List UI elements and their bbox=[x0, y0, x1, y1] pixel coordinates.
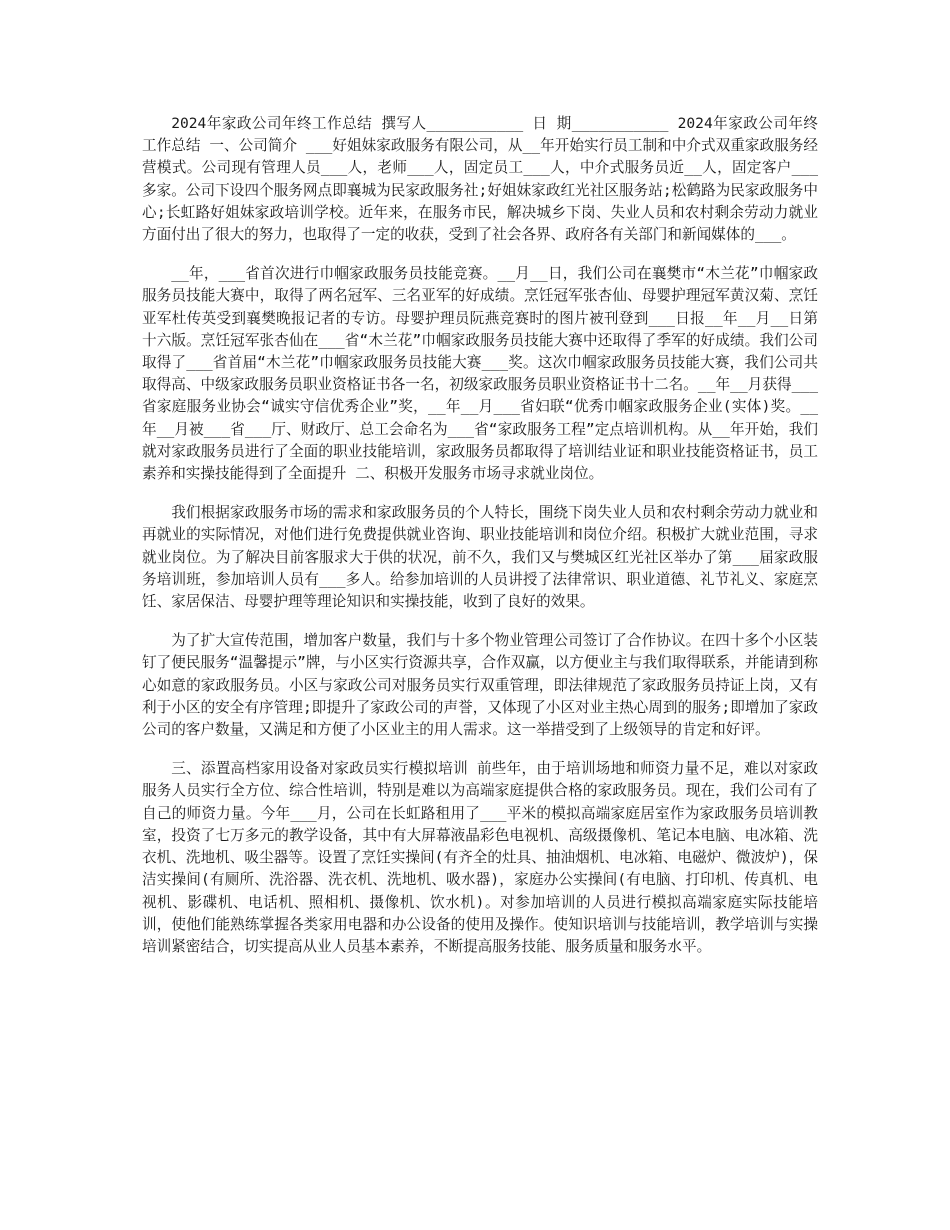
paragraph-competition: __年，___省首次进行巾帼家政服务员技能竞赛。__月__日，我们公司在襄樊市“木兰花”巾帼家政服务员技能大赛中，取得了两名冠军、三名亚军的好成绩。烹饪冠军张杏仙、母婴护理冠军黄汉菊、烹饪亚军杜传英受到襄樊晚报记者的专访。母婴护理员阮燕竞赛时的图片被刊登到___日报__年__月__日第十六版。烹饪冠军张杏仙在___省“木兰花”巾帼家政服务员技能大赛中还取得了季军的好成绩。我们公司取得了___省首届“木兰花”巾帼家政服务员技能大赛___奖。这次巾帼家政服务员技能大赛，我们公司共取得高、中级家政服务员职业资格证书各一名，初级家政服务员职业资格证书十二名。__年__月获得___省家庭服务业协会“诚实守信优秀企业”奖，__年__月___省妇联“优秀巾帼家政服务企业(实体)奖。__年__月被___省___厅、财政厅、总工会命名为___省“家政服务工程”定点培训机构。从__年开始，我们就对家政服务员进行了全面的职业技能培训，家政服务员都取得了培训结业证和职业技能资格证书，员工素养和实操技能得到了全面提升 二、积极开发服务市场寻求就业岗位。 bbox=[142, 265, 818, 483]
paragraph-employment: 我们根据家政服务市场的需求和家政服务员的个人特长，围绕下岗失业人员和农村剩余劳动力就业和再就业的实际情况，对他们进行免费提供就业咨询、职业技能培训和岗位介绍。积极扩大就业范围，寻求就业岗位。为了解决目前客服求大于供的状况，前不久，我们又与樊城区红光社区举办了第___届家政服务培训班，参加培训人员有___多人。给参加培训的人员讲授了法律常识、职业道德、礼节礼义、家庭烹饪、家居保洁、母婴护理等理论知识和实操技能，收到了良好的效果。 bbox=[142, 504, 818, 611]
paragraph-training: 三、添置高档家用设备对家政员实行模拟培训 前些年，由于培训场地和师资力量不足，难以对家政服务人员实行全方位、综合性培训，特别是难以为高端家庭提供合格的家政服务员。现在，我们公司有了自己的师资力量。今年___月，公司在长虹路租用了___平米的模拟高端家庭居室作为家政服务员培训教室，投资了七万多元的教学设备，其中有大屏幕液晶彩色电视机、高级摄像机、笔记本电脑、电冰箱、洗衣机、洗地机、吸尘器等。设置了烹饪实操间(有齐全的灶具、抽油烟机、电冰箱、电磁炉、微波炉)，保洁实操间(有厕所、洗浴器、洗衣机、洗地机、吸水器)，家庭办公实操间(有电脑、打印机、传真机、电视机、影碟机、电话机、照相机、摄像机、饮水机)。对参加培训的人员进行模拟高端家庭实际技能培训，使他们能熟练掌握各类家用电器和办公设备的使用及操作。使知识培训与技能培训，教学培训与实操培训紧密结合，切实提高从业人员基本素养，不断提高服务技能、服务质量和服务水平。 bbox=[142, 760, 818, 955]
paragraph-intro: 2024年家政公司年终工作总结 撰写人___________ 日 期___________ 2024年家政公司年终工作总结 一、公司简介 ___好姐妹家政服务有限公司，从__年开始实行员工制和中介式双重家政服务经营模式。公司现有管理人员___人，老师___人，固定员工___人，中介式服务员近__人，固定客户___多家。公司下设四个服务网点即襄城为民家政服务社;好姐妹家政红光社区服务站;松鹤路为民家政服务中心;长虹路好姐妹家政培训学校。近年来，在服务市民，解决城乡下岗、失业人员和农村剩余劳动力就业方面付出了很大的努力，也取得了一定的收获，受到了社会各界、政府各有关部门和新闻媒体的___。 bbox=[142, 115, 818, 244]
paragraph-promotion: 为了扩大宣传范围，增加客户数量，我们与十多个物业管理公司签订了合作协议。在四十多个小区装钉了便民服务“温馨提示”牌，与小区实行资源共享，合作双赢，以方便业主与我们取得联系，并能请到称心如意的家政服务员。小区与家政公司对服务员实行双重管理，即法律规范了家政服务员持证上岗，又有利于小区的安全有序管理;即提升了家政公司的声誉，又体现了小区对业主热心周到的服务;即增加了家政公司的客户数量，又满足和方便了小区业主的用人需求。这一举措受到了上级领导的肯定和好评。 bbox=[142, 632, 818, 739]
document-page bbox=[142, 113, 818, 975]
